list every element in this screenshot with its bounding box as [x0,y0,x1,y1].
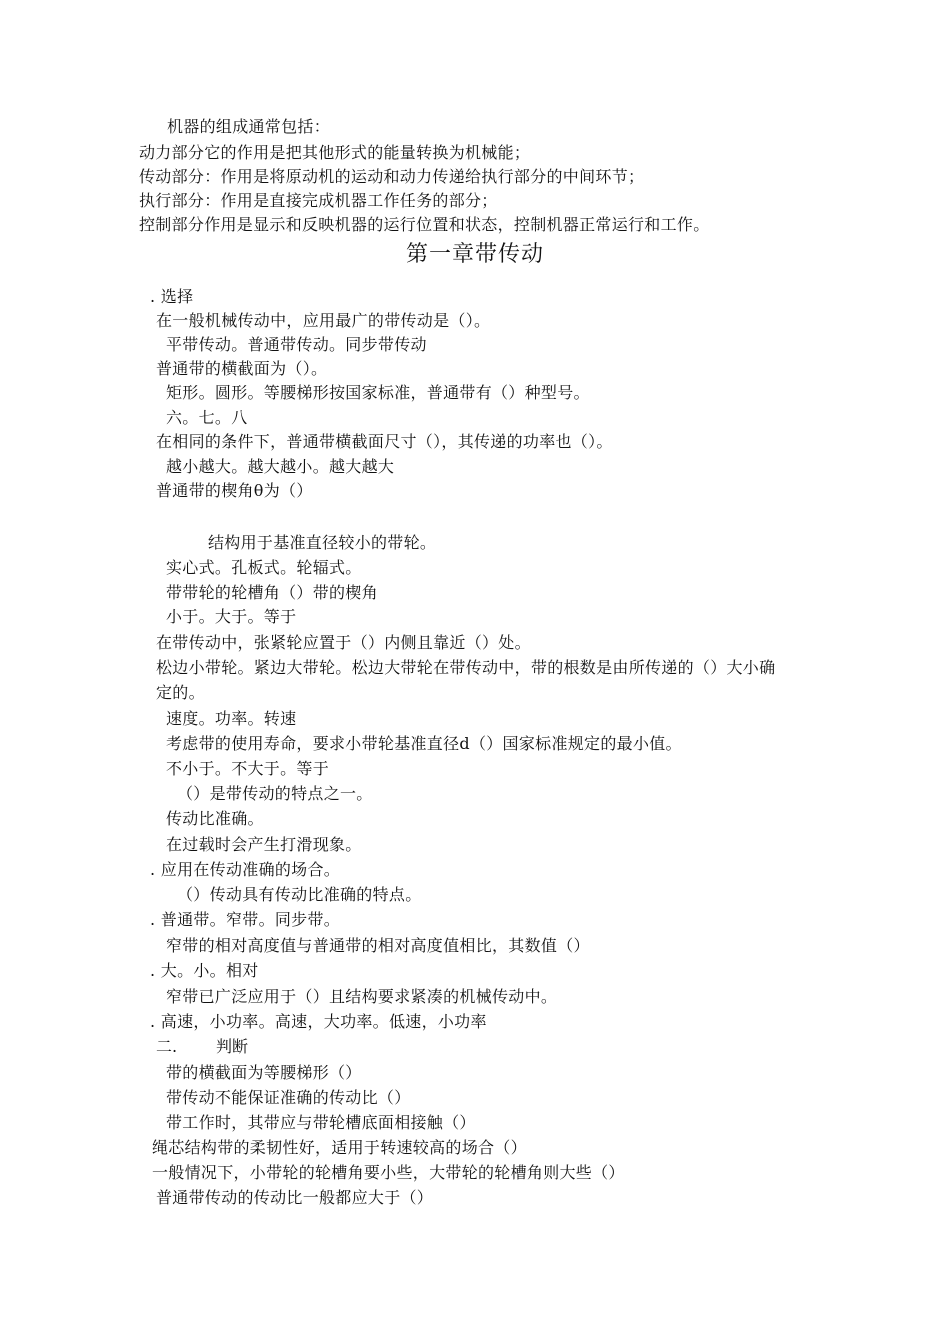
judgement-line: 普通带传动的传动比一般都应大于（） [156,1188,434,1207]
options-line: 平带传动。普通带传动。同步带传动 [166,335,427,354]
intro-line: 动力部分它的作用是把其他形式的能量转换为机械能； [139,143,531,162]
options-line: . 高速，小功率。高速，大功率。低速，小功率 [150,1012,487,1031]
question-line: 普通带的横截面为（）。 [156,359,328,378]
question-line: （）传动具有传动比准确的特点。 [177,885,422,904]
section-title: 判断 [216,1037,249,1056]
options-line: 在过载时会产生打滑现象。 [166,835,362,854]
question-line: 在带传动中，张紧轮应置于（）内侧且靠近（）处。 [156,633,531,652]
chapter-title: 第一章带传动 [405,242,544,267]
options-line: 六。七。八 [166,408,248,427]
judgement-line: 带的横截面为等腰梯形（） [166,1063,362,1082]
intro-line: 控制部分作用是显示和反映机器的运行位置和状态，控制机器正常运行和工作。 [139,215,710,234]
options-line: 实心式。孔板式。轮辐式。 [166,558,362,577]
options-line: 小于。大于。等于 [166,607,297,626]
intro-line: 传动部分：作用是将原动机的运动和动力传递给执行部分的中间环节； [139,167,645,186]
section-heading-choice: . 选择 [150,287,194,306]
intro-heading: 机器的组成通常包括： [167,117,331,136]
options-line: 传动比准确。 [166,809,264,828]
options-line: 矩形。圆形。等腰梯形按国家标准，普通带有（）种型号。 [166,383,590,402]
options-line: 不小于。不大于。等于 [166,759,330,778]
intro-line: 执行部分：作用是直接完成机器工作任务的部分； [139,191,498,210]
options-line: 越小越大。越大越小。越大越大 [166,457,395,476]
judgement-line: 一般情况下，小带轮的轮槽角要小些，大带轮的轮槽角则大些（） [152,1163,625,1182]
question-line: 普通带的楔角θ为（） [156,481,313,500]
question-line: 定的。 [156,683,205,702]
options-line: 速度。功率。转速 [166,709,297,728]
judgement-line: 带传动不能保证准确的传动比（） [166,1088,411,1107]
question-line: （）是带传动的特点之一。 [177,784,373,803]
question-line: 在一般机械传动中，应用最广的带传动是（）。 [156,311,491,330]
judgement-line: 绳芯结构带的柔韧性好，适用于转速较高的场合（） [152,1138,527,1157]
judgement-line: 带工作时，其带应与带轮槽底面相接触（） [166,1113,476,1132]
options-line: . 普通带。窄带。同步带。 [150,910,341,929]
question-line: 考虑带的使用寿命，要求小带轮基准直径d（）国家标准规定的最小值。 [166,734,682,753]
question-line: 带带轮的轮槽角（）带的楔角 [166,583,378,602]
section-number: 二. [156,1037,178,1056]
question-line: 窄带的相对高度值与普通带的相对高度值相比，其数值（） [166,936,590,955]
options-line: . 应用在传动准确的场合。 [150,860,341,879]
question-line: 窄带已广泛应用于（）且结构要求紧凑的机械传动中。 [166,987,558,1006]
options-line: 松边小带轮。紧边大带轮。松边大带轮在带传动中，带的根数是由所传递的（）大小确 [156,658,776,677]
section-heading-judgement [156,1037,248,1057]
question-line: 结构用于基准直径较小的带轮。 [208,533,437,552]
question-line: 在相同的条件下，普通带横截面尺寸（），其传递的功率也（）。 [156,432,613,451]
options-line: . 大。小。相对 [150,961,259,980]
